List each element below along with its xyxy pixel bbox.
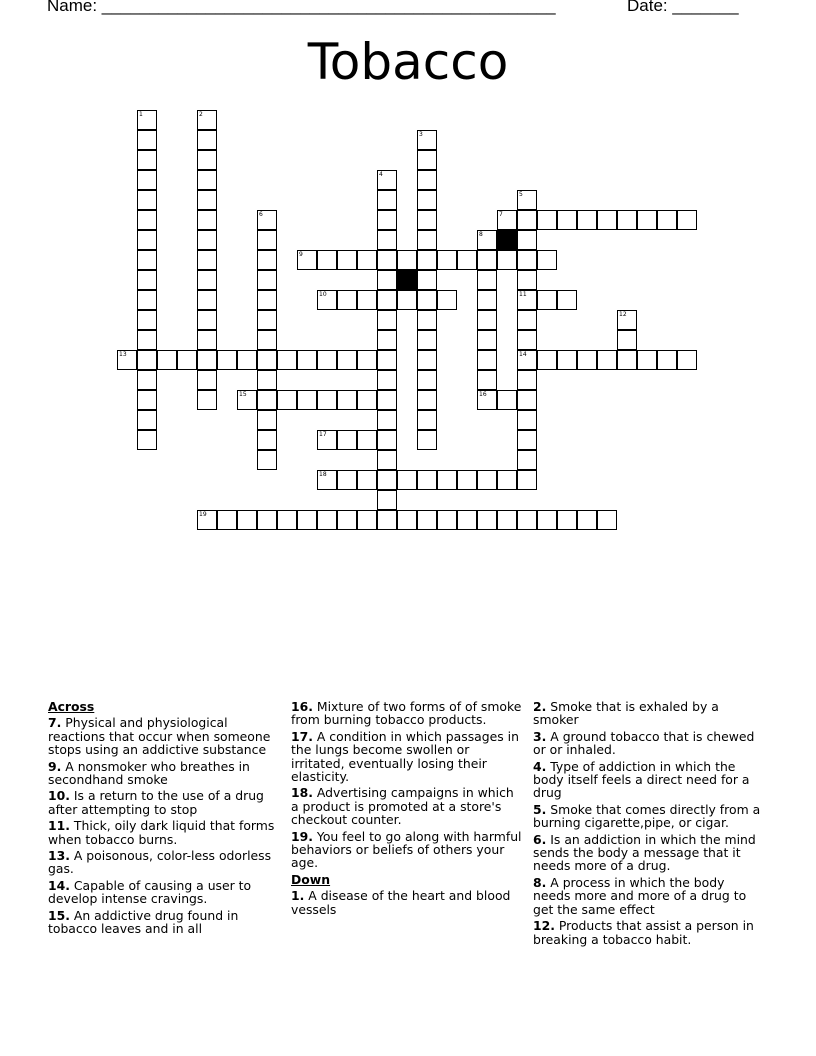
- grid-cell[interactable]: [457, 470, 477, 490]
- grid-cell[interactable]: [517, 370, 537, 390]
- grid-cell[interactable]: [517, 450, 537, 470]
- clue-number-label: 12.: [533, 918, 555, 934]
- down-clue: [533, 876, 765, 916]
- grid-cell[interactable]: [517, 230, 537, 250]
- grid-cell[interactable]: [657, 210, 677, 230]
- grid-cell[interactable]: [417, 310, 437, 330]
- grid-cell[interactable]: [337, 290, 357, 310]
- across-clue: [291, 700, 523, 727]
- grid-cell[interactable]: [257, 350, 277, 370]
- grid-cell[interactable]: [197, 330, 217, 350]
- clue-number: 7: [499, 211, 503, 218]
- grid-cell[interactable]: [237, 390, 257, 410]
- grid-cell[interactable]: [417, 290, 437, 310]
- grid-cell[interactable]: [497, 470, 517, 490]
- grid-cell[interactable]: [357, 250, 377, 270]
- clue-number: 16: [479, 391, 487, 398]
- grid-cell[interactable]: [197, 510, 217, 530]
- grid-cell[interactable]: [377, 310, 397, 330]
- grid-cell[interactable]: [417, 170, 437, 190]
- grid-cell[interactable]: [517, 330, 537, 350]
- grid-cell[interactable]: [457, 250, 477, 270]
- grid-cell[interactable]: [137, 310, 157, 330]
- grid-cell[interactable]: [517, 390, 537, 410]
- down-clue: [533, 700, 765, 727]
- grid-cell[interactable]: [257, 310, 277, 330]
- across-clue: [48, 849, 280, 876]
- grid-cell[interactable]: [597, 510, 617, 530]
- across-clue: [291, 830, 523, 870]
- grid-cell[interactable]: [257, 230, 277, 250]
- grid-cell[interactable]: [357, 390, 377, 410]
- grid-cell[interactable]: [657, 350, 677, 370]
- across-clue: [48, 909, 280, 936]
- clue-text: A condition in which passages in the lungs become swollen or irritated, eventually losing their elasticity.: [291, 728, 519, 785]
- clue-number-label: 14.: [48, 877, 70, 893]
- grid-cell[interactable]: [517, 190, 537, 210]
- grid-cell[interactable]: [437, 510, 457, 530]
- clue-text: Thick, oily dark liquid that forms when tobacco burns.: [48, 818, 275, 847]
- grid-cell[interactable]: [137, 410, 157, 430]
- grid-cell[interactable]: [117, 350, 137, 370]
- grid-cell[interactable]: [137, 430, 157, 450]
- grid-cell[interactable]: [197, 250, 217, 270]
- clue-number: 6: [259, 211, 263, 218]
- grid-cell[interactable]: [377, 390, 397, 410]
- grid-cell[interactable]: [197, 350, 217, 370]
- clue-number: 12: [619, 311, 627, 318]
- date-field-label: Date: _______: [627, 0, 739, 15]
- grid-cell[interactable]: [277, 510, 297, 530]
- grid-cell[interactable]: [377, 470, 397, 490]
- grid-cell[interactable]: [137, 170, 157, 190]
- grid-cell[interactable]: [337, 470, 357, 490]
- grid-cell[interactable]: [417, 430, 437, 450]
- clue-text: Smoke that comes directly from a burning cigarette,pipe, or cigar.: [533, 801, 761, 831]
- grid-cell[interactable]: [137, 270, 157, 290]
- clue-number-label: 7.: [48, 715, 62, 731]
- grid-cell[interactable]: [197, 230, 217, 250]
- grid-cell[interactable]: [537, 210, 557, 230]
- clue-number-label: 9.: [48, 758, 62, 774]
- grid-cell[interactable]: [417, 410, 437, 430]
- across-heading: Across: [48, 699, 95, 714]
- grid-cell[interactable]: [157, 350, 177, 370]
- grid-cell[interactable]: [237, 350, 257, 370]
- grid-cell[interactable]: [617, 210, 637, 230]
- grid-cell[interactable]: [497, 390, 517, 410]
- grid-cell[interactable]: [437, 470, 457, 490]
- clue-number-label: 5.: [533, 801, 547, 817]
- clue-text: Physical and physiological reactions that occur when someone stops using an addictive substance: [48, 715, 271, 758]
- down-clue: [533, 760, 765, 800]
- grid-cell[interactable]: [137, 110, 157, 130]
- grid-cell[interactable]: [677, 210, 697, 230]
- grid-cell[interactable]: [417, 210, 437, 230]
- grid-cell[interactable]: [317, 390, 337, 410]
- grid-cell[interactable]: [137, 190, 157, 210]
- grid-cell[interactable]: [317, 250, 337, 270]
- grid-cell[interactable]: [557, 510, 577, 530]
- across-clue: [48, 789, 280, 816]
- grid-cell[interactable]: [137, 150, 157, 170]
- grid-cell[interactable]: [297, 390, 317, 410]
- clue-number-label: 10.: [48, 788, 70, 804]
- grid-cell[interactable]: [377, 290, 397, 310]
- grid-cell[interactable]: [597, 350, 617, 370]
- grid-cell[interactable]: [257, 270, 277, 290]
- clues-column-3: [533, 700, 765, 949]
- clue-number-label: 3.: [533, 728, 547, 744]
- clue-number: 10: [319, 291, 327, 298]
- clue-number-label: 11.: [48, 818, 70, 834]
- name-field-label: Name: ________________________________________________: [47, 0, 556, 15]
- grid-cell[interactable]: [417, 470, 437, 490]
- grid-cell[interactable]: [517, 270, 537, 290]
- down-clue: [533, 919, 765, 946]
- down-clue: [291, 889, 523, 916]
- grid-cell[interactable]: [197, 310, 217, 330]
- grid-cell[interactable]: [317, 470, 337, 490]
- grid-cell[interactable]: [577, 210, 597, 230]
- grid-cell[interactable]: [377, 250, 397, 270]
- page-title: Tobacco: [307, 33, 509, 91]
- grid-cell[interactable]: [557, 210, 577, 230]
- grid-cell[interactable]: [137, 350, 157, 370]
- across-clue: [48, 716, 280, 756]
- grid-cell[interactable]: [197, 290, 217, 310]
- grid-cell[interactable]: [417, 510, 437, 530]
- across-clue: [291, 786, 523, 826]
- grid-cell[interactable]: [217, 350, 237, 370]
- grid-cell[interactable]: [377, 190, 397, 210]
- down-clue: [533, 803, 765, 830]
- grid-cell[interactable]: [377, 430, 397, 450]
- clue-number-label: 8.: [533, 874, 547, 890]
- grid-cell[interactable]: [277, 390, 297, 410]
- grid-cell[interactable]: [257, 330, 277, 350]
- clues-column-1: [48, 700, 280, 939]
- grid-cell[interactable]: [517, 250, 537, 270]
- clue-number: 11: [519, 291, 527, 298]
- grid-cell[interactable]: [337, 390, 357, 410]
- clue-number: 17: [319, 431, 327, 438]
- grid-cell[interactable]: [237, 510, 257, 530]
- grid-cell[interactable]: [197, 210, 217, 230]
- grid-cell[interactable]: [277, 350, 297, 370]
- clue-number: 9: [299, 251, 303, 258]
- grid-cell[interactable]: [577, 350, 597, 370]
- clue-number-label: 2.: [533, 699, 547, 714]
- grid-cell[interactable]: [137, 330, 157, 350]
- grid-cell[interactable]: [137, 230, 157, 250]
- grid-cell[interactable]: [417, 230, 437, 250]
- grid-cell[interactable]: [617, 350, 637, 370]
- grid-cell[interactable]: [457, 510, 477, 530]
- grid-cell[interactable]: [257, 390, 277, 410]
- grid-cell[interactable]: [477, 250, 497, 270]
- grid-cell[interactable]: [137, 290, 157, 310]
- grid-cell[interactable]: [477, 510, 497, 530]
- clues-column-2: [291, 700, 523, 919]
- clue-text: Smoke that is exhaled by a smoker: [533, 699, 719, 728]
- grid-cell[interactable]: [377, 210, 397, 230]
- grid-cell[interactable]: [357, 290, 377, 310]
- grid-cell[interactable]: [317, 350, 337, 370]
- grid-cell[interactable]: [557, 350, 577, 370]
- clue-number: 18: [319, 471, 327, 478]
- clue-number-label: 1.: [291, 888, 305, 904]
- grid-cell[interactable]: [477, 350, 497, 370]
- grid-cell[interactable]: [477, 310, 497, 330]
- grid-cell[interactable]: [137, 390, 157, 410]
- grid-cell[interactable]: [477, 390, 497, 410]
- grid-cell[interactable]: [417, 270, 437, 290]
- clue-text: Capable of causing a user to develop intense cravings.: [48, 877, 252, 907]
- grid-cell[interactable]: [477, 270, 497, 290]
- grid-cell[interactable]: [537, 350, 557, 370]
- grid-cell[interactable]: [257, 290, 277, 310]
- grid-cell[interactable]: [417, 350, 437, 370]
- grid-cell[interactable]: [197, 390, 217, 410]
- grid-cell[interactable]: [197, 110, 217, 130]
- grid-cell[interactable]: [577, 510, 597, 530]
- grid-cell[interactable]: [337, 350, 357, 370]
- clue-number-label: 17.: [291, 728, 313, 744]
- grid-cell[interactable]: [617, 330, 637, 350]
- grid-cell[interactable]: [357, 430, 377, 450]
- clue-text: Is a return to the use of a drug after attempting to stop: [48, 788, 264, 817]
- grid-cell[interactable]: [197, 150, 217, 170]
- clue-number: 8: [479, 231, 483, 238]
- grid-cell[interactable]: [437, 250, 457, 270]
- across-clue: [48, 760, 280, 787]
- clue-text: Type of addiction in which the body itself feels a direct need for a drug: [533, 758, 750, 801]
- clue-number: 2: [199, 111, 203, 118]
- grid-cell[interactable]: [337, 250, 357, 270]
- grid-cell[interactable]: [397, 510, 417, 530]
- grid-cell[interactable]: [517, 510, 537, 530]
- clue-number: 5: [519, 191, 523, 198]
- grid-cell[interactable]: [477, 290, 497, 310]
- grid-cell[interactable]: [357, 350, 377, 370]
- grid-cell[interactable]: [377, 270, 397, 290]
- across-clue: [48, 879, 280, 906]
- grid-cell[interactable]: [177, 350, 197, 370]
- clue-text: A ground tobacco that is chewed or or inhaled.: [533, 728, 755, 758]
- grid-cell[interactable]: [377, 330, 397, 350]
- grid-cell[interactable]: [377, 230, 397, 250]
- grid-cell[interactable]: [477, 370, 497, 390]
- clue-number-label: 13.: [48, 848, 70, 864]
- down-clue: [533, 833, 765, 873]
- grid-cell[interactable]: [377, 450, 397, 470]
- grid-cell[interactable]: [357, 510, 377, 530]
- grid-cell[interactable]: [517, 430, 537, 450]
- clue-number: 19: [199, 511, 207, 518]
- grid-cell[interactable]: [137, 130, 157, 150]
- grid-cell[interactable]: [197, 190, 217, 210]
- grid-cell[interactable]: [377, 350, 397, 370]
- grid-cell[interactable]: [517, 290, 537, 310]
- grid-cell[interactable]: [377, 410, 397, 430]
- grid-cell[interactable]: [397, 470, 417, 490]
- grid-cell[interactable]: [257, 210, 277, 230]
- grid-cell[interactable]: [257, 370, 277, 390]
- grid-cell[interactable]: [357, 470, 377, 490]
- clue-text: You feel to go along with harmful behaviors or beliefs of others your age.: [291, 828, 522, 871]
- grid-cell[interactable]: [137, 370, 157, 390]
- grid-cell[interactable]: [197, 170, 217, 190]
- grid-cell[interactable]: [517, 410, 537, 430]
- grid-cell[interactable]: [637, 210, 657, 230]
- across-clue: [48, 819, 280, 846]
- grid-cell[interactable]: [197, 370, 217, 390]
- clue-number: 15: [239, 391, 247, 398]
- grid-cell[interactable]: [137, 210, 157, 230]
- grid-cell[interactable]: [197, 130, 217, 150]
- grid-cell[interactable]: [417, 150, 437, 170]
- grid-cell[interactable]: [377, 510, 397, 530]
- grid-cell[interactable]: [417, 370, 437, 390]
- grid-cell[interactable]: [537, 290, 557, 310]
- grid-cell[interactable]: [477, 330, 497, 350]
- clue-text: A poisonous, color-less odorless gas.: [48, 848, 272, 877]
- clue-number-label: 4.: [533, 758, 547, 774]
- grid-cell[interactable]: [537, 510, 557, 530]
- clue-number: 4: [379, 171, 383, 178]
- grid-cell[interactable]: [317, 290, 337, 310]
- grid-cell[interactable]: [497, 510, 517, 530]
- grid-cell[interactable]: [497, 250, 517, 270]
- grid-cell[interactable]: [337, 430, 357, 450]
- grid-cell[interactable]: [477, 230, 497, 250]
- clue-text: An addictive drug found in tobacco leaves and in all: [48, 907, 239, 937]
- grid-cell[interactable]: [377, 170, 397, 190]
- grid-cell[interactable]: [397, 290, 417, 310]
- grid-cell[interactable]: [477, 470, 497, 490]
- clue-number-label: 16.: [291, 699, 313, 714]
- grid-cell[interactable]: [417, 130, 437, 150]
- clue-text: Advertising campaigns in which a product is promoted at a store's checkout counter.: [291, 785, 514, 828]
- grid-cell[interactable]: [517, 350, 537, 370]
- black-square: [397, 270, 417, 290]
- across-clue: [291, 730, 523, 784]
- clue-number: 1: [139, 111, 143, 118]
- grid-cell[interactable]: [377, 490, 397, 510]
- clue-number: 13: [119, 351, 127, 358]
- clue-number: 14: [519, 351, 527, 358]
- grid-cell[interactable]: [397, 250, 417, 270]
- down-heading: Down: [291, 871, 331, 887]
- grid-cell[interactable]: [417, 190, 437, 210]
- clue-text: Is an addiction in which the mind sends the body a message that it needs more of a drug.: [533, 831, 756, 874]
- grid-cell[interactable]: [317, 510, 337, 530]
- grid-cell[interactable]: [197, 270, 217, 290]
- grid-cell[interactable]: [597, 210, 617, 230]
- grid-cell[interactable]: [257, 510, 277, 530]
- grid-cell[interactable]: [417, 390, 437, 410]
- grid-cell[interactable]: [137, 250, 157, 270]
- grid-cell[interactable]: [377, 370, 397, 390]
- clue-text: Mixture of two forms of of smoke from burning tobacco products.: [291, 699, 522, 728]
- clue-number-label: 18.: [291, 785, 313, 801]
- grid-cell[interactable]: [257, 430, 277, 450]
- grid-cell[interactable]: [417, 250, 437, 270]
- grid-cell[interactable]: [337, 510, 357, 530]
- grid-cell[interactable]: [497, 210, 517, 230]
- grid-cell[interactable]: [557, 290, 577, 310]
- grid-cell[interactable]: [217, 510, 237, 530]
- clue-number: 3: [419, 131, 423, 138]
- grid-cell[interactable]: [677, 350, 697, 370]
- grid-cell[interactable]: [537, 250, 557, 270]
- grid-cell[interactable]: [437, 290, 457, 310]
- grid-cell[interactable]: [317, 430, 337, 450]
- clue-number-label: 6.: [533, 831, 547, 847]
- grid-cell[interactable]: [517, 210, 537, 230]
- clue-text: A disease of the heart and blood vessels: [291, 888, 511, 917]
- grid-cell[interactable]: [257, 250, 277, 270]
- grid-cell[interactable]: [297, 510, 317, 530]
- grid-cell[interactable]: [517, 470, 537, 490]
- grid-cell[interactable]: [637, 350, 657, 370]
- grid-cell[interactable]: [417, 330, 437, 350]
- clue-text: A process in which the body needs more and more of a drug to get the same effect: [533, 874, 747, 917]
- grid-cell[interactable]: [517, 310, 537, 330]
- grid-cell[interactable]: [257, 410, 277, 430]
- clue-text: A nonsmoker who breathes in secondhand smoke: [48, 758, 250, 788]
- grid-cell[interactable]: [257, 450, 277, 470]
- grid-cell[interactable]: [297, 350, 317, 370]
- grid-cell[interactable]: [617, 310, 637, 330]
- down-clue: [533, 730, 765, 757]
- clue-number-label: 19.: [291, 828, 313, 844]
- clue-number-label: 15.: [48, 907, 70, 923]
- clue-text: Products that assist a person in breaking a tobacco habit.: [533, 918, 754, 947]
- grid-cell[interactable]: [297, 250, 317, 270]
- black-square: [497, 230, 517, 250]
